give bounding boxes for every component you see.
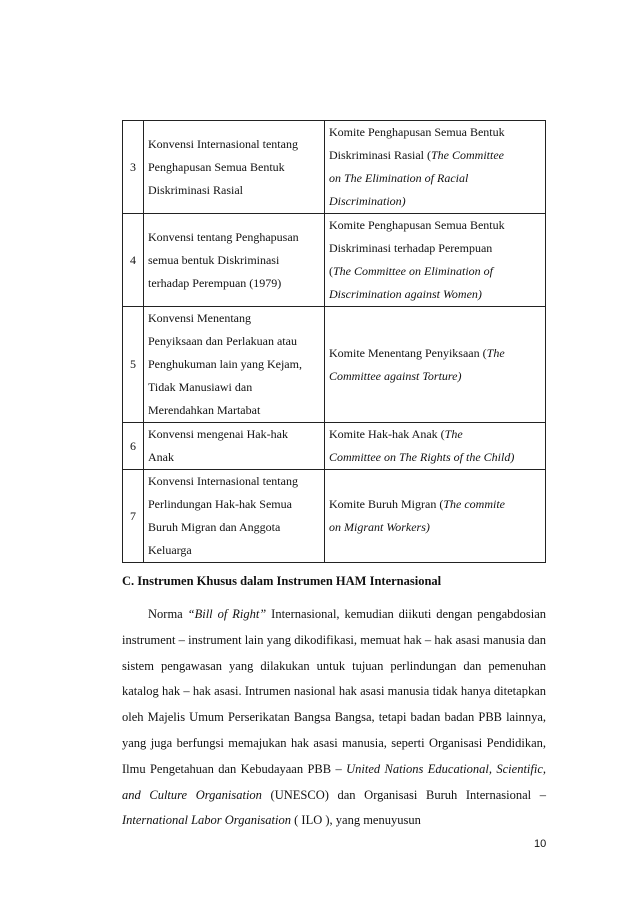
row-number: 7 bbox=[123, 470, 144, 563]
committee-cell bbox=[325, 214, 546, 307]
committee-italic: The commite bbox=[443, 497, 505, 511]
committee-line: Diskriminasi terhadap Perempuan bbox=[329, 241, 493, 255]
treaty-cell bbox=[144, 470, 325, 563]
treaty-cell bbox=[144, 423, 325, 470]
treaty-line: Konvensi Menentang bbox=[148, 311, 251, 325]
committee-italic: on Migrant Workers) bbox=[329, 520, 430, 534]
committee-cell bbox=[325, 121, 546, 214]
paragraph-italic: “Bill of Right” bbox=[187, 607, 267, 621]
treaty-cell bbox=[144, 121, 325, 214]
committee-italic: The bbox=[486, 345, 505, 360]
treaty-cell bbox=[144, 307, 325, 423]
table-row bbox=[123, 121, 546, 214]
treaty-line: semua bentuk Diskriminasi bbox=[148, 252, 280, 267]
committee-italic: The Committee on Elimination of bbox=[333, 264, 493, 278]
committee-italic: Discrimination against Women) bbox=[329, 287, 482, 301]
committee-line: ( bbox=[329, 264, 333, 278]
paragraph-italic: International Labor Organisation bbox=[122, 813, 291, 828]
treaty-line: Penyiksaan dan Perlakuan atau bbox=[148, 334, 297, 348]
row-number: 6 bbox=[123, 423, 144, 470]
treaty-cell bbox=[144, 214, 325, 307]
treaty-line: Penghukuman lain yang Kejam, bbox=[148, 357, 302, 371]
committee-italic: Committee against Torture) bbox=[329, 368, 462, 383]
committee-italic: on The Elimination of Racial bbox=[329, 171, 469, 185]
committee-italic: Committee on The Rights of the Child) bbox=[329, 450, 515, 464]
committee-table bbox=[122, 120, 546, 563]
treaty-line: Merendahkan Martabat bbox=[148, 403, 261, 417]
treaty-line: Penghapusan Semua Bentuk bbox=[148, 159, 285, 174]
table-row bbox=[123, 307, 546, 423]
treaty-line: Tidak Manusiawi dan bbox=[148, 380, 253, 394]
committee-cell bbox=[325, 423, 546, 470]
paragraph-text: ( ILO ), yang menuyusun bbox=[291, 813, 421, 828]
paragraph-text: (UNESCO) dan Organisasi Buruh Internasional – bbox=[261, 787, 546, 802]
treaty-line: Konvensi Internasional tentang bbox=[148, 474, 298, 488]
treaty-line: Diskriminasi Rasial bbox=[148, 182, 243, 197]
committee-italic: Discrimination) bbox=[329, 194, 406, 208]
treaty-line: Konvensi tentang Penghapusan bbox=[148, 229, 299, 244]
section-heading: C. Instrumen Khusus dalam Instrumen HAM Internasional bbox=[122, 574, 442, 588]
committee-line: Diskriminasi Rasial ( bbox=[329, 148, 431, 162]
page-number: 10 bbox=[534, 838, 547, 850]
treaty-line: terhadap Perempuan (1979) bbox=[148, 275, 282, 290]
committee-line: Komite Penghapusan Semua Bentuk bbox=[329, 125, 505, 139]
committee-italic: The bbox=[444, 427, 463, 441]
treaty-line: Perlindungan Hak-hak Semua bbox=[148, 497, 292, 511]
row-number: 4 bbox=[123, 214, 144, 307]
committee-cell bbox=[325, 307, 546, 423]
committee-line: Komite Buruh Migran ( bbox=[329, 497, 444, 511]
table-row bbox=[123, 214, 546, 307]
treaty-line: Konvensi Internasional tentang bbox=[148, 136, 298, 151]
paragraph-text: Norma bbox=[148, 607, 188, 621]
committee-line: Komite Menentang Penyiksaan ( bbox=[329, 345, 487, 360]
table-row bbox=[123, 423, 546, 470]
body-paragraph bbox=[122, 602, 546, 834]
committee-cell bbox=[325, 470, 546, 563]
row-number: 5 bbox=[123, 307, 144, 423]
treaty-line: Konvensi mengenai Hak-hak bbox=[148, 427, 288, 441]
committee-line: Komite Hak-hak Anak ( bbox=[329, 427, 445, 441]
table-row bbox=[123, 470, 546, 563]
paragraph-text: Internasional, kemudian diikuti dengan pengabdosian instrument – instrument lain yang dikodifikasi, memuat hak – hak asasi manusia dan sistem pengawasan yang dilakukan untuk tujuan perlindungan dan pemenuhan katalog hak – hak asasi. Intrumen nasional hak asasi manusia tidak hanya ditetapkan oleh Majelis Umum Perserikatan Bangsa Bangsa, tetapi badan badan PBB lainnya, yang juga berfungsi memajukan hak asasi manusia, seperti Organisasi Pendidikan, Ilmu Pengetahuan dan Kebudayaan PBB – bbox=[122, 607, 546, 776]
treaty-line: Buruh Migran dan Anggota bbox=[148, 520, 281, 534]
row-number: 3 bbox=[123, 121, 144, 214]
paragraph-italic: United Nations Educational, Scientific, and Culture Organisation bbox=[122, 761, 547, 802]
committee-italic: The Committee bbox=[431, 148, 504, 162]
treaty-line: Anak bbox=[148, 450, 174, 464]
treaty-line: Keluarga bbox=[148, 543, 192, 557]
committee-line: Komite Penghapusan Semua Bentuk bbox=[329, 218, 505, 232]
